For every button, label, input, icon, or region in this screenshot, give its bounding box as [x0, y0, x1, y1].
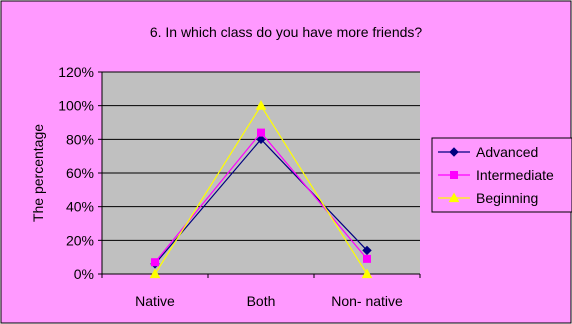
legend-label: Advanced: [476, 144, 539, 160]
y-tick-label: 120%: [58, 64, 94, 80]
legend-label: Intermediate: [476, 167, 554, 183]
x-tick-label: Both: [246, 293, 276, 309]
legend-label: Beginning: [476, 190, 539, 206]
legend: [432, 138, 572, 212]
x-tick-label: Native: [135, 293, 175, 309]
data-point: [258, 129, 265, 136]
chart-title: 6. In which class do you have more friends?: [149, 24, 423, 40]
data-point: [152, 259, 159, 266]
legend-marker: [451, 172, 458, 179]
y-tick-label: 0%: [73, 266, 94, 282]
y-tick-label: 60%: [65, 165, 94, 181]
y-tick-label: 80%: [65, 131, 94, 148]
y-tick-label: 20%: [65, 232, 94, 249]
x-tick-label: Non- native: [331, 293, 403, 309]
data-point: [364, 255, 371, 262]
y-tick-label: 40%: [65, 198, 94, 215]
y-tick-label: 100%: [58, 97, 94, 114]
y-axis-title: The percentage: [30, 123, 46, 223]
